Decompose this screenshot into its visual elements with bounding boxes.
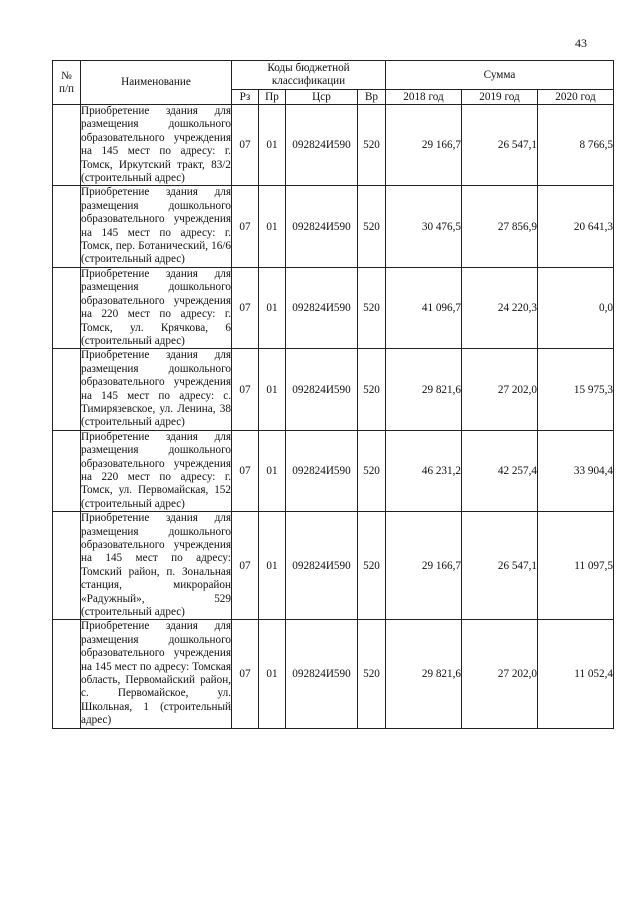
budget-table	[52, 60, 614, 729]
row-2019: 27 202,0	[462, 349, 538, 430]
table-row	[53, 105, 614, 186]
row-name: Приобретение здания для размещения дошкольного образовательного учреждения на 220 мест по адресу: г. Томск, ул. Первомайская, 152 (строительный адрес)	[81, 430, 231, 510]
row-2018: 30 476,5	[386, 186, 462, 267]
page-number: 43	[575, 36, 587, 50]
row-num	[53, 430, 81, 511]
row-rz: 07	[232, 430, 259, 511]
row-rz: 07	[232, 620, 259, 728]
row-2019: 26 547,1	[462, 512, 538, 620]
row-pr: 01	[259, 105, 286, 186]
row-name: Приобретение здания для размещения дошкольного образовательного учреждения на 145 мест по адресу: г. Томск, Иркутский тракт, 83/2 (строительный адрес)	[81, 105, 231, 185]
row-2019: 27 202,0	[462, 620, 538, 728]
row-2020: 20 641,3	[538, 186, 614, 267]
row-num	[53, 349, 81, 430]
row-csr: 092824И590	[286, 267, 358, 348]
row-2019: 24 220,3	[462, 267, 538, 348]
row-2020: 15 975,3	[538, 349, 614, 430]
header-rz: Рз	[232, 90, 259, 105]
row-2018: 29 821,6	[386, 620, 462, 728]
row-num	[53, 267, 81, 348]
header-2018: 2018 год	[386, 90, 462, 105]
header-2020: 2020 год	[538, 90, 614, 105]
row-pr: 01	[259, 267, 286, 348]
row-vr: 520	[358, 105, 386, 186]
row-rz: 07	[232, 349, 259, 430]
row-vr: 520	[358, 620, 386, 728]
header-pr: Пр	[259, 90, 286, 105]
row-num	[53, 512, 81, 620]
row-2020: 33 904,4	[538, 430, 614, 511]
row-name: Приобретение здания для размещения дошкольного образовательного учреждения на 145 мест по адресу: с. Тимирязевское, ул. Ленина, 38 (строительный адрес)	[81, 349, 231, 429]
row-csr: 092824И590	[286, 620, 358, 728]
row-rz: 07	[232, 186, 259, 267]
row-vr: 520	[358, 512, 386, 620]
header-sum: Сумма	[386, 61, 614, 90]
row-rz: 07	[232, 105, 259, 186]
row-name: Приобретение здания для размещения дошкольного образовательного учреждения на 145 мест по адресу: г. Томск, пер. Ботанический, 16/6 (строительный адрес)	[81, 186, 231, 266]
row-vr: 520	[358, 349, 386, 430]
row-2020: 11 052,4	[538, 620, 614, 728]
row-pr: 01	[259, 430, 286, 511]
table-row	[53, 186, 614, 267]
row-2018: 29 821,6	[386, 349, 462, 430]
header-csr: Цср	[286, 90, 358, 105]
row-2019: 27 856,9	[462, 186, 538, 267]
row-pr: 01	[259, 620, 286, 728]
row-vr: 520	[358, 267, 386, 348]
header-vr: Вр	[358, 90, 386, 105]
row-2018: 29 166,7	[386, 512, 462, 620]
row-2019: 26 547,1	[462, 105, 538, 186]
row-rz: 07	[232, 267, 259, 348]
table-row	[53, 267, 614, 348]
row-num	[53, 105, 81, 186]
row-2019: 42 257,4	[462, 430, 538, 511]
row-csr: 092824И590	[286, 186, 358, 267]
table-row	[53, 430, 614, 511]
row-csr: 092824И590	[286, 430, 358, 511]
row-name: Приобретение здания для размещения дошкольного образовательного учреждения на 145 мест по адресу: Томская область, Первомайский район, с. Первомайское, ул. Школьная, 1 (строительный адрес)	[81, 620, 231, 727]
header-codes: Коды бюджетной классификации	[232, 61, 386, 90]
row-name: Приобретение здания для размещения дошкольного образовательного учреждения на 145 мест по адресу: Томский район, п. Зональная станция, микрорайон «Радужный», 529 (строительный адрес)	[81, 512, 231, 619]
row-pr: 01	[259, 512, 286, 620]
row-2018: 41 096,7	[386, 267, 462, 348]
table-row	[53, 349, 614, 430]
row-vr: 520	[358, 186, 386, 267]
row-name: Приобретение здания для размещения дошкольного образовательного учреждения на 220 мест по адресу: г. Томск, ул. Крячкова, 6 (строительный адрес)	[81, 267, 231, 347]
row-2018: 29 166,7	[386, 105, 462, 186]
row-vr: 520	[358, 430, 386, 511]
row-csr: 092824И590	[286, 349, 358, 430]
row-pr: 01	[259, 186, 286, 267]
header-2019: 2019 год	[462, 90, 538, 105]
row-num	[53, 620, 81, 728]
table-row	[53, 512, 614, 620]
row-num	[53, 186, 81, 267]
row-pr: 01	[259, 349, 286, 430]
header-name: Наименование	[81, 61, 232, 105]
row-2020: 8 766,5	[538, 105, 614, 186]
row-csr: 092824И590	[286, 105, 358, 186]
header-num: № п/п	[53, 61, 81, 105]
row-rz: 07	[232, 512, 259, 620]
row-2018: 46 231,2	[386, 430, 462, 511]
table-row	[53, 620, 614, 728]
row-csr: 092824И590	[286, 512, 358, 620]
row-2020: 0,0	[538, 267, 614, 348]
row-2020: 11 097,5	[538, 512, 614, 620]
